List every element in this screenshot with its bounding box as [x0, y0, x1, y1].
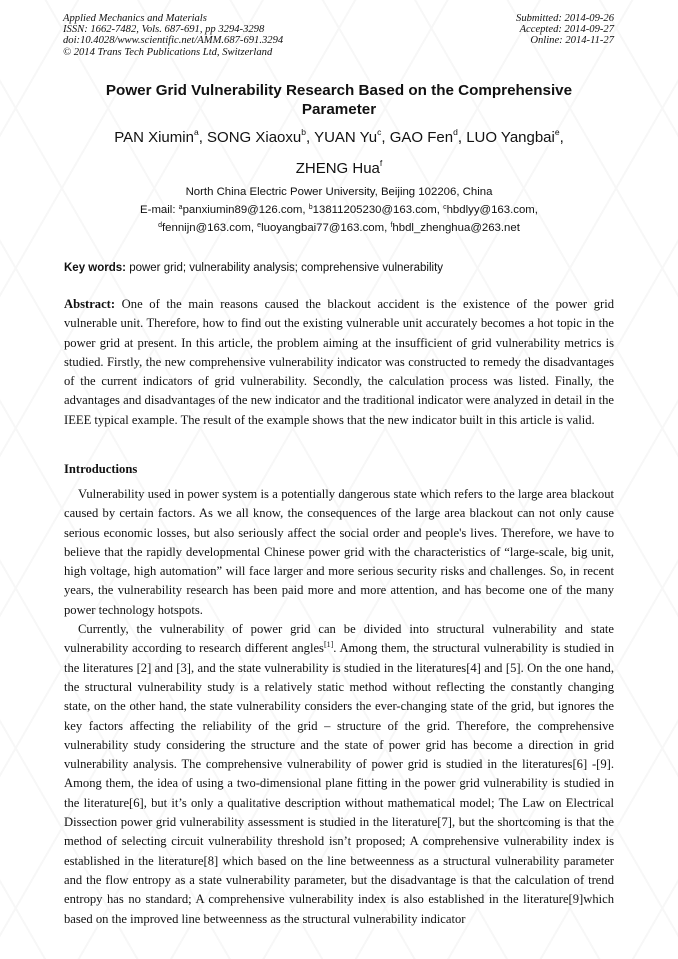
citation-ref[interactable]: [1] [323, 640, 334, 650]
author-name: YUAN Yu [314, 129, 378, 146]
abstract-label: Abstract: [64, 297, 116, 311]
author-affil-mark: f [379, 158, 383, 168]
keywords-text: power grid; vulnerability analysis; comprehensive vulnerability [126, 262, 444, 274]
email-affil-mark: c [443, 203, 447, 211]
introduction-body [64, 485, 614, 929]
author-affil-mark: b [301, 127, 306, 137]
email-affil-mark: b [308, 203, 313, 211]
journal-copyright: © 2014 Trans Tech Publications Ltd, Switzerland [63, 46, 273, 58]
author-affil-mark: e [554, 127, 560, 137]
intro-paragraph-1: Vulnerability used in power system is a potentially dangerous state which refers to the large area blackout caused by certain factors. As we all know, the consequences of the large area blackout can not only cause serious economic losses, but also seriously affect the social order and people's lives. Therefore, we have to believe that the rapidly developmental Chinese power grid with the characteristics of “large-scale, big unit, high voltage, high automation” will face larger and more serious security risks and challenges. So, in recent years, the vulnerability research has been paid more and more attention, and has become one of the many power technology hotspots. [64, 487, 614, 617]
journal-name: Applied Mechanics and Materials [63, 13, 207, 24]
email-link[interactable]: panxiumin89@126.com [182, 203, 303, 216]
email-line-1 [64, 202, 614, 220]
author-affil-mark: d [453, 127, 458, 137]
email-link[interactable]: hbdl_zhenghua@263.net [392, 221, 520, 234]
keywords-label: Key words: [64, 262, 126, 274]
institution: North China Electric Power University, Beijing 102206, China [185, 186, 493, 198]
paper-title-line-1: Power Grid Vulnerability Research Based on the Comprehensive [105, 82, 573, 99]
author-separator: , [457, 129, 467, 146]
author-name: PAN Xiumin [114, 129, 194, 146]
author-name: GAO Fen [389, 129, 454, 146]
submitted-date: Submitted: 2014-09-26 [516, 13, 614, 24]
paper-title [64, 81, 614, 119]
author-line-1 [64, 122, 614, 153]
intro-paragraph-2-part-a: Currently, the vulnerability of power grid can be divided into structural vulnerability and state vulnerability according to research different angles [64, 622, 614, 656]
email-separator: , [250, 221, 258, 234]
author-name: SONG Xiaoxu [207, 129, 302, 146]
author-affil-mark: a [193, 127, 199, 137]
email-separator: , [534, 203, 538, 216]
email-affil-mark: d [158, 221, 162, 229]
author-name: ZHENG Hua [295, 160, 380, 177]
author-list [64, 122, 614, 184]
email-link[interactable]: luoyangbai77@163.com [261, 221, 385, 234]
email-link[interactable]: 13811205230@163.com [312, 203, 437, 216]
author-name: LUO Yangbai [466, 129, 555, 146]
author-separator: , [381, 129, 390, 146]
paper-title-line-2: Parameter [301, 101, 377, 118]
keywords [64, 261, 443, 276]
abstract-text: One of the main reasons caused the blackout accident is the existence of the power grid vulnerable unit. Therefore, how to find out the existing vulnerable unit accurately becomes a hot topic in the power grid at present. In this article, the problem aiming at the insufficient of grid vulnerability metrics is studied. Firstly, the new comprehensive vulnerability indicator was constructed to remedy the disadvantages of the current indicators of grid vulnerability. Secondly, the calculation process was listed. Finally, the advantages and disadvantages of the new indicator and the traditional indicator were analyzed in detail in the IEEE typical example. The result of the example shows that the new indicator built in this article is valid. [64, 297, 614, 427]
email-affil-mark: a [178, 203, 183, 211]
author-separator: , [198, 129, 208, 146]
intro-paragraph-2 [64, 620, 614, 929]
intro-paragraph-2-part-b: . Among them, the structural vulnerability is studied in the literatures [2] and [3], and the state vulnerability is studied in the literatures[4] and [5]. On the one hand, the structural vulnerability study is a relatively static method without reflecting the constantly changing state, on the other hand, the state vulnerability considers the ever-changing state of the grid, but ignores the key factors affecting the reliability of the grid – structure of the grid. Therefore, the comprehensive vulnerability study considering the structure and the state of power grid has become a direction in grid vulnerability analysis. The comprehensive vulnerability of power grid is studied in the literatures[6] -[9]. Among them, the idea of using a two-dimensional plane fitting in the power grid vulnerability is studied in the literature[6], but it’s only a qualitative description without mathematical model; The Law on Electrical Dissection power grid vulnerability assessment is studied in the literature[7], but the shortcoming is that the method of selecting circuit vulnerability threshold isn’t proposed; A comprehensive vulnerability index is established in the literature[8] which based on the line betweenness as a structural vulnerability parameter and the flow entropy as a state vulnerability parameter, but the disadvantage is that the calculation of trend entropy has no standard; A comprehensive vulnerability index is also established in the literature[9]which based on the improved line betweenness as the structural vulnerability indicator [64, 641, 614, 926]
author-separator: , [305, 129, 315, 146]
author-line-2 [64, 153, 614, 184]
journal-info [63, 13, 283, 58]
email-link[interactable]: hbdlyy@163.com [446, 203, 535, 216]
email-affil-mark: e [257, 221, 262, 229]
affiliation-block [64, 184, 614, 237]
email-affil-mark: f [390, 221, 393, 229]
publication-dates [516, 13, 614, 47]
author-separator: , [559, 129, 564, 146]
email-line-2 [64, 220, 614, 238]
journal-issn: ISSN: 1662-7482, Vols. 687-691, pp 3294-3298 [63, 24, 265, 36]
email-label: E-mail: [140, 203, 179, 216]
email-separator: , [302, 203, 309, 216]
accepted-date: Accepted: 2014-09-27 [519, 24, 614, 36]
online-date: Online: 2014-11-27 [530, 35, 614, 47]
journal-doi: doi:10.4028/www.scientific.net/AMM.687-691.3294 [63, 35, 284, 47]
abstract [64, 295, 614, 430]
email-separator: , [384, 221, 391, 234]
author-affil-mark: c [377, 127, 382, 137]
email-link[interactable]: fennijn@163.com [162, 221, 251, 234]
email-separator: , [436, 203, 444, 216]
section-heading-introductions: Introductions [64, 462, 138, 476]
